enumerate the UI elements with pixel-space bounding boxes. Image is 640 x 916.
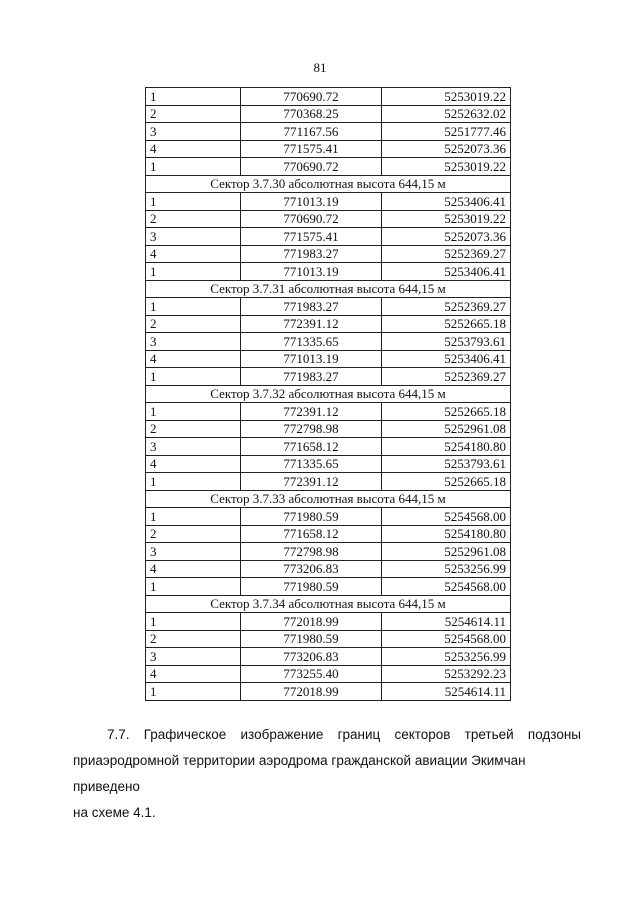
paragraph-word: изображение <box>240 727 324 742</box>
y-coordinate-cell: 5253256.99 <box>382 560 511 578</box>
point-number-cell: 2 <box>146 315 241 333</box>
sector-header-row <box>146 490 511 508</box>
y-coordinate-cell: 5252961.08 <box>382 543 511 561</box>
y-coordinate-cell: 5252369.27 <box>382 368 511 386</box>
point-number-cell: 3 <box>146 543 241 561</box>
y-coordinate-cell: 5254614.11 <box>382 613 511 631</box>
table-row <box>146 263 511 281</box>
table-row <box>146 368 511 386</box>
point-number-cell: 4 <box>146 350 241 368</box>
x-coordinate-cell: 770690.72 <box>241 210 382 228</box>
table-row <box>146 455 511 473</box>
table-row <box>146 333 511 351</box>
y-coordinate-cell: 5251777.46 <box>382 123 511 141</box>
table-row <box>146 630 511 648</box>
x-coordinate-cell: 771335.65 <box>241 455 382 473</box>
y-coordinate-cell: 5253019.22 <box>382 158 511 176</box>
y-coordinate-cell: 5253406.41 <box>382 263 511 281</box>
y-coordinate-cell: 5253292.23 <box>382 665 511 683</box>
point-number-cell: 3 <box>146 123 241 141</box>
table-row <box>146 123 511 141</box>
point-number-cell: 2 <box>146 420 241 438</box>
table-row <box>146 420 511 438</box>
table-row <box>146 438 511 456</box>
point-number-cell: 1 <box>146 613 241 631</box>
x-coordinate-cell: 771335.65 <box>241 333 382 351</box>
coordinates-table <box>145 87 511 701</box>
x-coordinate-cell: 771983.27 <box>241 368 382 386</box>
point-number-cell: 4 <box>146 560 241 578</box>
table-row <box>146 140 511 158</box>
point-number-cell: 1 <box>146 473 241 491</box>
point-number-cell: 1 <box>146 193 241 211</box>
x-coordinate-cell: 771658.12 <box>241 525 382 543</box>
table-row <box>146 298 511 316</box>
y-coordinate-cell: 5254180.80 <box>382 438 511 456</box>
x-coordinate-cell: 771983.27 <box>241 298 382 316</box>
y-coordinate-cell: 5252073.36 <box>382 140 511 158</box>
x-coordinate-cell: 771167.56 <box>241 123 382 141</box>
coordinates-table-body <box>146 88 511 701</box>
point-number-cell: 4 <box>146 455 241 473</box>
table-row <box>146 158 511 176</box>
section-paragraph <box>73 722 581 826</box>
table-row <box>146 665 511 683</box>
x-coordinate-cell: 771013.19 <box>241 350 382 368</box>
table-row <box>146 88 511 106</box>
point-number-cell: 4 <box>146 665 241 683</box>
table-row <box>146 315 511 333</box>
point-number-cell: 2 <box>146 630 241 648</box>
point-number-cell: 1 <box>146 263 241 281</box>
table-row <box>146 403 511 421</box>
x-coordinate-cell: 770690.72 <box>241 88 382 106</box>
table-row <box>146 350 511 368</box>
table-row <box>146 473 511 491</box>
point-number-cell: 3 <box>146 438 241 456</box>
paragraph-word: 7.7. <box>107 727 130 742</box>
point-number-cell: 3 <box>146 333 241 351</box>
y-coordinate-cell: 5254614.11 <box>382 683 511 701</box>
y-coordinate-cell: 5252665.18 <box>382 473 511 491</box>
y-coordinate-cell: 5253019.22 <box>382 210 511 228</box>
y-coordinate-cell: 5253793.61 <box>382 333 511 351</box>
sector-header: Сектор 3.7.33 абсолютная высота 644,15 м <box>146 490 511 508</box>
sector-header-row <box>146 175 511 193</box>
y-coordinate-cell: 5252073.36 <box>382 228 511 246</box>
table-row <box>146 525 511 543</box>
table-row <box>146 648 511 666</box>
x-coordinate-cell: 771575.41 <box>241 140 382 158</box>
x-coordinate-cell: 772798.98 <box>241 543 382 561</box>
table-row <box>146 105 511 123</box>
point-number-cell: 1 <box>146 158 241 176</box>
point-number-cell: 2 <box>146 105 241 123</box>
table-row <box>146 683 511 701</box>
y-coordinate-cell: 5252632.02 <box>382 105 511 123</box>
y-coordinate-cell: 5254180.80 <box>382 525 511 543</box>
point-number-cell: 3 <box>146 648 241 666</box>
page-number: 81 <box>313 60 327 75</box>
y-coordinate-cell: 5252665.18 <box>382 315 511 333</box>
table-row <box>146 543 511 561</box>
paragraph-line-3: на схеме 4.1. <box>73 805 156 820</box>
x-coordinate-cell: 771980.59 <box>241 508 382 526</box>
y-coordinate-cell: 5253793.61 <box>382 455 511 473</box>
x-coordinate-cell: 771983.27 <box>241 245 382 263</box>
x-coordinate-cell: 772391.12 <box>241 403 382 421</box>
x-coordinate-cell: 771013.19 <box>241 263 382 281</box>
table-row <box>146 508 511 526</box>
x-coordinate-cell: 773206.83 <box>241 560 382 578</box>
x-coordinate-cell: 770368.25 <box>241 105 382 123</box>
point-number-cell: 2 <box>146 525 241 543</box>
point-number-cell: 1 <box>146 578 241 596</box>
point-number-cell: 1 <box>146 403 241 421</box>
y-coordinate-cell: 5252369.27 <box>382 245 511 263</box>
y-coordinate-cell: 5253406.41 <box>382 350 511 368</box>
sector-header-row <box>146 385 511 403</box>
paragraph-word: Графическое <box>143 727 227 742</box>
point-number-cell: 1 <box>146 298 241 316</box>
y-coordinate-cell: 5253406.41 <box>382 193 511 211</box>
paragraph-word: секторов <box>394 727 451 742</box>
x-coordinate-cell: 772391.12 <box>241 473 382 491</box>
x-coordinate-cell: 771575.41 <box>241 228 382 246</box>
point-number-cell: 3 <box>146 228 241 246</box>
point-number-cell: 4 <box>146 245 241 263</box>
y-coordinate-cell: 5253256.99 <box>382 648 511 666</box>
point-number-cell: 2 <box>146 210 241 228</box>
point-number-cell: 1 <box>146 508 241 526</box>
y-coordinate-cell: 5252369.27 <box>382 298 511 316</box>
table-row <box>146 578 511 596</box>
point-number-cell: 1 <box>146 88 241 106</box>
x-coordinate-cell: 773255.40 <box>241 665 382 683</box>
sector-header: Сектор 3.7.30 абсолютная высота 644,15 м <box>146 175 511 193</box>
point-number-cell: 4 <box>146 140 241 158</box>
point-number-cell: 1 <box>146 368 241 386</box>
table-row <box>146 193 511 211</box>
x-coordinate-cell: 772018.99 <box>241 613 382 631</box>
x-coordinate-cell: 770690.72 <box>241 158 382 176</box>
x-coordinate-cell: 772018.99 <box>241 683 382 701</box>
x-coordinate-cell: 771980.59 <box>241 630 382 648</box>
y-coordinate-cell: 5254568.00 <box>382 508 511 526</box>
sector-header-row <box>146 280 511 298</box>
paragraph-word: подзоны <box>527 727 581 742</box>
table-row <box>146 228 511 246</box>
x-coordinate-cell: 771013.19 <box>241 193 382 211</box>
sector-header-row <box>146 595 511 613</box>
paragraph-word: границ <box>337 727 381 742</box>
x-coordinate-cell: 773206.83 <box>241 648 382 666</box>
y-coordinate-cell: 5252961.08 <box>382 420 511 438</box>
table-row <box>146 613 511 631</box>
sector-header: Сектор 3.7.34 абсолютная высота 644,15 м <box>146 595 511 613</box>
y-coordinate-cell: 5252665.18 <box>382 403 511 421</box>
table-row <box>146 210 511 228</box>
table-row <box>146 245 511 263</box>
table-row <box>146 560 511 578</box>
y-coordinate-cell: 5254568.00 <box>382 578 511 596</box>
point-number-cell: 1 <box>146 683 241 701</box>
y-coordinate-cell: 5254568.00 <box>382 630 511 648</box>
paragraph-line-2: приаэродромной территории аэродрома гражданской авиации Экимчан приведено <box>73 753 526 794</box>
x-coordinate-cell: 771980.59 <box>241 578 382 596</box>
x-coordinate-cell: 771658.12 <box>241 438 382 456</box>
y-coordinate-cell: 5253019.22 <box>382 88 511 106</box>
x-coordinate-cell: 772391.12 <box>241 315 382 333</box>
sector-header: Сектор 3.7.32 абсолютная высота 644,15 м <box>146 385 511 403</box>
x-coordinate-cell: 772798.98 <box>241 420 382 438</box>
paragraph-word: третьей <box>464 727 514 742</box>
paragraph-line-1 <box>73 722 581 748</box>
sector-header: Сектор 3.7.31 абсолютная высота 644,15 м <box>146 280 511 298</box>
